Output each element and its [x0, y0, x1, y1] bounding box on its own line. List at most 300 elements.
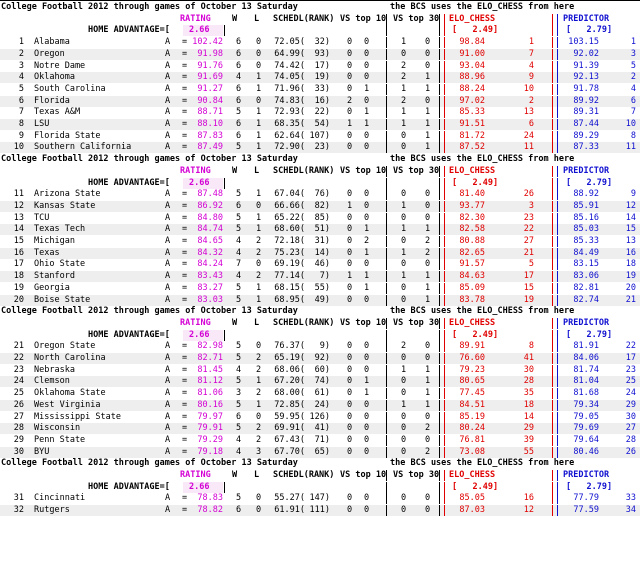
team-row	[0, 271, 640, 282]
divider	[557, 365, 558, 376]
elo-rank-cell: 16	[523, 493, 534, 504]
divider	[557, 400, 558, 411]
top10-losses-cell: 1	[364, 282, 370, 293]
rating-cell: 91.69	[197, 72, 223, 83]
rating-header: RATING	[180, 317, 211, 328]
top10-wins-cell: 0	[347, 259, 353, 270]
schedule-cell: 71.96(	[274, 83, 305, 94]
divider	[444, 236, 445, 247]
schedule-cell: 69.91(	[274, 423, 305, 434]
rank-cell: 15	[13, 236, 24, 246]
top30-losses-cell: 0	[425, 95, 431, 106]
divider	[444, 178, 445, 189]
rating-cell: 83.03	[197, 294, 223, 305]
divider	[444, 213, 445, 224]
losses-cell: 0	[256, 493, 262, 504]
top10-losses-cell: 0	[364, 434, 370, 445]
losses-cell: 2	[256, 388, 262, 399]
top10-wins-cell: 1	[347, 200, 353, 211]
equals-cell: =	[182, 423, 188, 434]
schedule-rank-cell: 32)	[314, 37, 330, 48]
divider	[386, 318, 387, 329]
vs-top30-header: VS top 30	[393, 13, 440, 24]
predictor-rank-cell: 29	[625, 399, 636, 410]
predictor-rank-cell: 23	[625, 364, 636, 375]
team-name-cell: Alabama	[34, 37, 70, 48]
top10-wins-cell: 0	[347, 83, 353, 94]
losses-cell: 0	[256, 341, 262, 352]
elo-rating-cell: 89.91	[459, 341, 485, 352]
predictor-rank-cell: 19	[625, 271, 636, 282]
divider	[552, 213, 553, 224]
wins-header: W	[232, 13, 238, 24]
divider	[444, 353, 445, 364]
top10-losses-cell: 0	[364, 200, 370, 211]
rating-cell: 88.10	[197, 119, 223, 129]
divider	[557, 178, 558, 189]
elo-home-value: [ 2.49]	[452, 25, 499, 36]
schedule-header: SCHEDL(RANK)	[273, 165, 335, 176]
predictor-rating-cell: 82.74	[573, 294, 599, 305]
top10-wins-cell: 0	[347, 37, 353, 48]
top30-losses-cell: 0	[425, 200, 431, 211]
divider	[386, 470, 387, 481]
divider	[444, 201, 445, 212]
elo-header: ELO_CHESS	[449, 317, 496, 328]
elo-header: ELO_CHESS	[449, 470, 496, 480]
top10-losses-cell: 0	[364, 364, 370, 375]
predictor-rank-cell: 4	[630, 83, 636, 94]
wins-cell: 6	[236, 48, 242, 59]
equals-cell: =	[182, 236, 188, 246]
divider	[439, 189, 440, 200]
top10-losses-cell: 0	[364, 72, 370, 83]
divider	[386, 482, 387, 493]
elo-header: ELO_CHESS	[449, 13, 496, 24]
divider	[386, 84, 387, 95]
elo-rank-cell: 28	[523, 376, 534, 387]
schedule-cell: 67.20(	[274, 376, 305, 387]
losses-cell: 2	[256, 271, 262, 282]
wins-cell: 5	[236, 107, 242, 118]
top30-losses-cell: 1	[425, 376, 431, 387]
team-row	[0, 353, 640, 364]
divider	[386, 330, 387, 341]
divider	[439, 178, 440, 189]
rating-cell: 79.91	[197, 423, 223, 434]
predictor-rank-cell: 13	[625, 236, 636, 246]
division-cell: A	[165, 60, 171, 71]
top30-wins-cell: 0	[401, 189, 407, 200]
section-title-line	[0, 306, 640, 317]
top10-losses-cell: 0	[364, 399, 370, 410]
losses-cell: 1	[256, 399, 262, 410]
schedule-rank-cell: 31)	[314, 236, 330, 246]
divider	[552, 96, 553, 107]
wins-cell: 6	[236, 411, 242, 422]
losses-cell: 0	[256, 505, 262, 516]
divider	[386, 447, 387, 458]
division-cell: A	[165, 107, 171, 118]
divider	[557, 353, 558, 364]
vs-top30-header: VS top 30	[393, 165, 440, 176]
top-rule	[0, 0, 640, 1]
predictor-rating-cell: 89.29	[573, 130, 599, 141]
predictor-rank-cell: 25	[625, 376, 636, 387]
equals-cell: =	[182, 247, 188, 258]
divider	[386, 435, 387, 446]
top10-wins-cell: 0	[347, 446, 353, 457]
schedule-rank-cell: 55)	[314, 282, 330, 293]
bcs-note: the BCS uses the ELO_CHESS from here	[390, 154, 575, 165]
divider	[557, 189, 558, 200]
divider	[444, 107, 445, 118]
divider	[552, 166, 553, 177]
losses-cell: 1	[256, 83, 262, 94]
top10-losses-cell: 0	[364, 505, 370, 516]
divider	[439, 447, 440, 458]
elo-home-value: [ 2.49]	[452, 481, 499, 492]
divider	[386, 119, 387, 130]
team-name-cell: Kansas State	[34, 200, 96, 211]
losses-cell: 1	[256, 212, 262, 223]
divider	[386, 236, 387, 247]
top30-wins-cell: 0	[401, 434, 407, 445]
rating-cell: 79.18	[197, 446, 223, 457]
rating-cell: 80.16	[197, 399, 223, 410]
team-row	[0, 295, 640, 306]
divider	[386, 166, 387, 177]
equals-cell: =	[182, 224, 188, 235]
wins-cell: 6	[236, 119, 242, 129]
column-header-line	[0, 14, 640, 25]
schedule-rank-cell: 60)	[314, 364, 330, 375]
rating-cell: 91.27	[197, 83, 223, 94]
top30-losses-cell: 0	[425, 353, 431, 363]
divider	[557, 61, 558, 72]
top30-losses-cell: 1	[425, 119, 431, 129]
divider	[557, 493, 558, 504]
schedule-cell: 74.42(	[274, 60, 305, 71]
rating-cell: 87.83	[197, 130, 223, 141]
divider	[552, 505, 553, 516]
top10-losses-cell: 0	[364, 353, 370, 363]
wins-cell: 6	[236, 60, 242, 71]
divider	[557, 107, 558, 118]
rank-cell: 27	[13, 411, 24, 422]
team-name-cell: Oregon	[34, 48, 65, 59]
elo-rating-cell: 81.72	[459, 130, 485, 141]
elo-rank-cell: 3	[528, 200, 534, 211]
divider	[557, 341, 558, 352]
divider	[444, 131, 445, 142]
divider	[444, 412, 445, 423]
division-cell: A	[165, 142, 171, 153]
divider	[386, 213, 387, 224]
divider	[439, 14, 440, 25]
elo-rating-cell: 84.51	[459, 399, 485, 410]
top30-wins-cell: 2	[401, 95, 407, 106]
predictor-home-value: [ 2.79]	[566, 25, 613, 36]
divider	[386, 96, 387, 107]
elo-rank-cell: 10	[523, 83, 534, 94]
elo-home-value: [ 2.49]	[452, 329, 499, 340]
divider	[444, 423, 445, 434]
schedule-rank-cell: 65)	[314, 446, 330, 457]
top30-wins-cell: 0	[401, 353, 407, 363]
schedule-cell: 59.95(	[274, 411, 305, 422]
top30-losses-cell: 0	[425, 341, 431, 352]
team-name-cell: Stanford	[34, 271, 75, 282]
top10-wins-cell: 0	[347, 130, 353, 141]
predictor-rank-cell: 10	[625, 119, 636, 129]
top10-wins-cell: 0	[347, 72, 353, 83]
rank-cell: 13	[13, 212, 24, 223]
elo-rank-cell: 2	[528, 95, 534, 106]
equals-cell: =	[182, 364, 188, 375]
rank-cell: 4	[18, 72, 24, 83]
elo-rank-cell: 4	[528, 60, 534, 71]
home-advantage-label: HOME ADVANTAGE=[	[88, 329, 170, 340]
rating-cell: 78.83	[197, 493, 223, 504]
divider	[444, 166, 445, 177]
divider	[439, 72, 440, 83]
equals-cell: =	[182, 72, 188, 83]
divider	[386, 189, 387, 200]
top30-losses-cell: 0	[425, 48, 431, 59]
rank-cell: 23	[13, 364, 24, 375]
top10-losses-cell: 0	[364, 48, 370, 59]
predictor-rank-cell: 11	[625, 142, 636, 153]
top30-losses-cell: 0	[425, 189, 431, 200]
vs-top30-header: VS top 30	[393, 470, 440, 480]
wins-cell: 3	[236, 388, 242, 399]
predictor-home-value: [ 2.79]	[566, 329, 613, 340]
predictor-rating-cell: 103.15	[568, 37, 599, 48]
schedule-rank-cell: 54)	[314, 119, 330, 129]
top30-losses-cell: 0	[425, 37, 431, 48]
divider	[552, 142, 553, 153]
divider	[557, 388, 558, 399]
predictor-rating-cell: 85.33	[573, 236, 599, 246]
team-name-cell: Arizona State	[34, 189, 101, 200]
top30-losses-cell: 1	[425, 224, 431, 235]
team-name-cell: Nebraska	[34, 364, 75, 375]
vs-top10-header: VS top 10	[340, 165, 387, 176]
elo-rating-cell: 82.30	[459, 212, 485, 223]
elo-rating-cell: 91.00	[459, 48, 485, 59]
predictor-rank-cell: 21	[625, 294, 636, 305]
schedule-rank-cell: 14)	[314, 247, 330, 258]
divider	[552, 388, 553, 399]
divider	[439, 423, 440, 434]
top10-losses-cell: 0	[364, 446, 370, 457]
top30-losses-cell: 1	[425, 130, 431, 141]
predictor-rank-cell: 16	[625, 247, 636, 258]
divider	[444, 388, 445, 399]
divider	[557, 224, 558, 235]
wins-cell: 5	[236, 224, 242, 235]
top30-wins-cell: 0	[401, 142, 407, 153]
losses-cell: 1	[256, 119, 262, 129]
team-row	[0, 388, 640, 399]
team-row	[0, 61, 640, 72]
rank-cell: 24	[13, 376, 24, 387]
divider	[386, 493, 387, 504]
divider	[439, 25, 440, 36]
division-cell: A	[165, 224, 171, 235]
divider	[439, 482, 440, 493]
rating-cell: 83.27	[197, 282, 223, 293]
top30-losses-cell: 0	[425, 411, 431, 422]
top30-losses-cell: 0	[425, 259, 431, 270]
team-name-cell: Texas A&M	[34, 107, 81, 118]
divider	[552, 400, 553, 411]
top10-wins-cell: 0	[347, 224, 353, 235]
divider	[552, 84, 553, 95]
divider	[557, 505, 558, 516]
team-row	[0, 189, 640, 200]
divider	[444, 493, 445, 504]
elo-rank-cell: 22	[523, 224, 534, 235]
rating-cell: 82.71	[197, 353, 223, 363]
schedule-rank-cell: 17)	[314, 60, 330, 71]
top10-losses-cell: 1	[364, 247, 370, 258]
elo-rating-cell: 84.63	[459, 271, 485, 282]
losses-cell: 2	[256, 423, 262, 434]
divider	[439, 49, 440, 60]
top30-wins-cell: 0	[401, 493, 407, 504]
division-cell: A	[165, 399, 171, 410]
column-header-line	[0, 318, 640, 329]
top30-wins-cell: 1	[401, 83, 407, 94]
schedule-rank-cell: 111)	[309, 505, 330, 516]
divider	[444, 72, 445, 83]
rank-cell: 1	[18, 37, 24, 48]
team-name-cell: Texas	[34, 247, 60, 258]
team-name-cell: Oregon State	[34, 341, 96, 352]
elo-rank-cell: 21	[523, 247, 534, 258]
wins-cell: 4	[236, 446, 242, 457]
top30-wins-cell: 1	[401, 364, 407, 375]
equals-cell: =	[182, 83, 188, 94]
elo-rating-cell: 88.24	[459, 83, 485, 94]
top30-wins-cell: 1	[401, 399, 407, 410]
team-name-cell: Georgia	[34, 282, 70, 293]
rating-cell: 82.98	[197, 341, 223, 352]
rating-cell: 79.97	[197, 411, 223, 422]
divider	[557, 84, 558, 95]
team-name-cell: West Virginia	[34, 399, 101, 410]
division-cell: A	[165, 212, 171, 223]
team-name-cell: North Carolina	[34, 353, 106, 363]
bcs-note: the BCS uses the ELO_CHESS from here	[390, 2, 575, 12]
top10-wins-cell: 0	[347, 107, 353, 118]
top10-wins-cell: 0	[347, 364, 353, 375]
wins-cell: 5	[236, 376, 242, 387]
predictor-rating-cell: 92.13	[573, 72, 599, 83]
divider	[386, 423, 387, 434]
schedule-header: SCHEDL(RANK)	[273, 13, 335, 24]
divider	[557, 236, 558, 247]
divider	[439, 131, 440, 142]
predictor-rating-cell: 84.06	[573, 353, 599, 363]
divider	[444, 189, 445, 200]
wins-cell: 6	[236, 95, 242, 106]
top10-losses-cell: 1	[364, 107, 370, 118]
predictor-rank-cell: 34	[625, 505, 636, 516]
divider	[386, 131, 387, 142]
divider	[552, 25, 553, 36]
schedule-cell: 64.99(	[274, 48, 305, 59]
team-row	[0, 131, 640, 142]
divider	[439, 61, 440, 72]
divider	[552, 493, 553, 504]
divider	[439, 295, 440, 306]
wins-cell: 6	[236, 200, 242, 211]
predictor-rating-cell: 83.15	[573, 259, 599, 270]
predictor-rank-cell: 33	[625, 493, 636, 504]
divider	[386, 224, 387, 235]
rating-cell: 84.24	[197, 259, 223, 270]
home-advantage-value: 2.66	[189, 329, 210, 340]
rating-cell: 102.42	[192, 37, 223, 48]
divider	[557, 295, 558, 306]
divider	[552, 178, 553, 189]
predictor-rating-cell: 89.92	[573, 95, 599, 106]
team-row	[0, 341, 640, 352]
elo-rating-cell: 93.04	[459, 60, 485, 71]
home-advantage-value: 2.66	[189, 481, 210, 492]
divider	[386, 259, 387, 270]
division-cell: A	[165, 83, 171, 94]
divider	[552, 236, 553, 247]
rating-cell: 90.84	[197, 95, 223, 106]
divider	[557, 283, 558, 294]
divider	[439, 248, 440, 259]
top10-losses-cell: 0	[364, 423, 370, 434]
top30-losses-cell: 0	[425, 493, 431, 504]
wins-cell: 4	[236, 247, 242, 258]
equals-cell: =	[182, 130, 188, 141]
elo-rank-cell: 15	[523, 282, 534, 293]
top10-wins-cell: 0	[347, 505, 353, 516]
divider	[386, 376, 387, 387]
wins-cell: 5	[236, 294, 242, 305]
top10-losses-cell: 0	[364, 259, 370, 270]
elo-rank-cell: 6	[528, 119, 534, 129]
bcs-note: the BCS uses the ELO_CHESS from here	[390, 306, 575, 317]
team-row	[0, 96, 640, 107]
team-row	[0, 248, 640, 259]
divider	[444, 49, 445, 60]
division-cell: A	[165, 95, 171, 106]
top10-losses-cell: 1	[364, 388, 370, 399]
divider	[386, 283, 387, 294]
predictor-rating-cell: 81.68	[573, 388, 599, 399]
divider	[224, 482, 225, 493]
equals-cell: =	[182, 48, 188, 59]
divider	[557, 412, 558, 423]
predictor-rating-cell: 84.49	[573, 247, 599, 258]
elo-rating-cell: 98.84	[459, 37, 485, 48]
divider	[557, 213, 558, 224]
rank-cell: 7	[18, 107, 24, 118]
schedule-rank-cell: 61)	[314, 388, 330, 399]
wins-cell: 4	[236, 364, 242, 375]
team-row	[0, 142, 640, 153]
divider	[444, 435, 445, 446]
